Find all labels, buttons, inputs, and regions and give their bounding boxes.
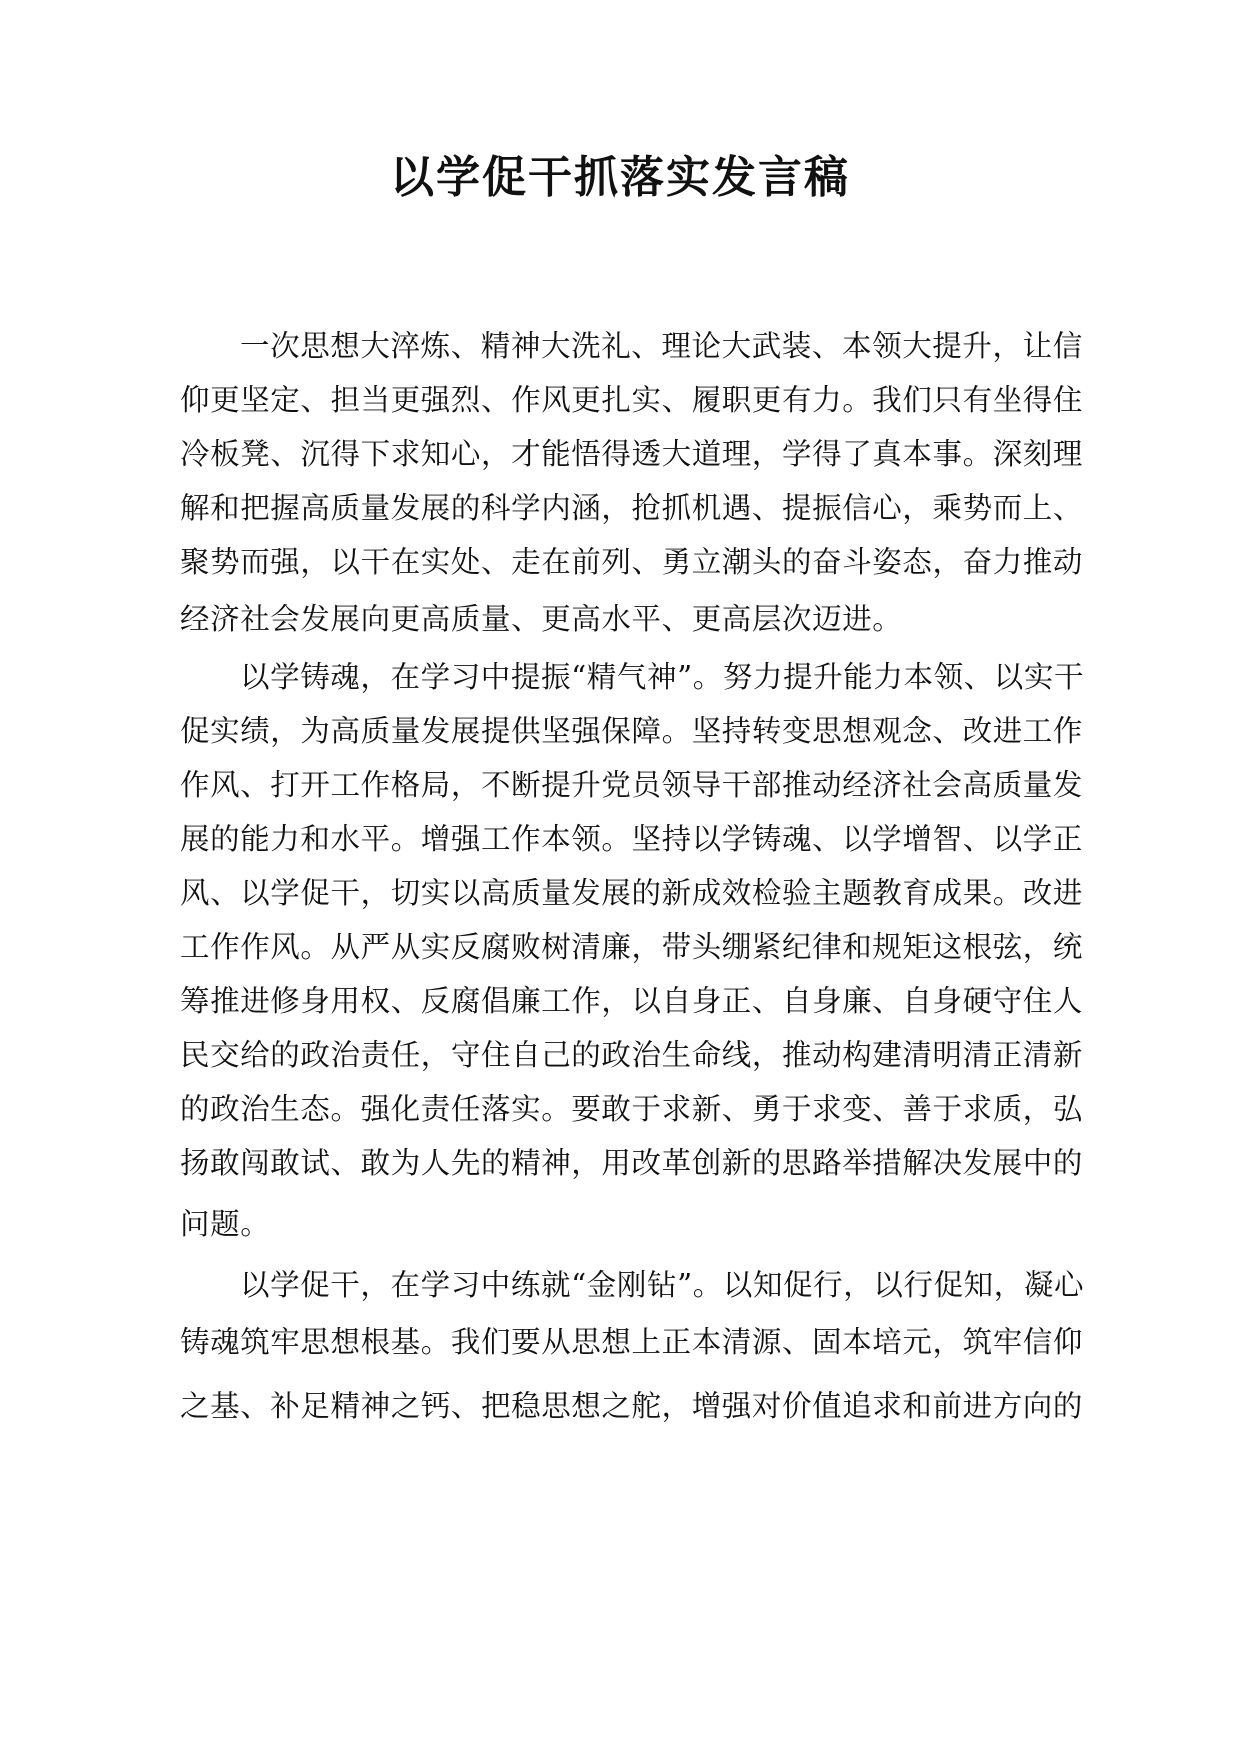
paragraph-2-line-2: 促实绩，为高质量发展提供坚强保障。坚持转变思想观念、改进工作 bbox=[180, 714, 1084, 748]
paragraph-1-line-5: 聚势而强，以干在实处、走在前列、勇立潮头的奋斗姿态，奋力推动 bbox=[180, 545, 1084, 579]
paragraph-3-line-1: 以学促干，在学习中练就“金刚钻”。以知促行，以行促知，凝心 bbox=[240, 1268, 1085, 1302]
paragraph-1-line-2: 仰更坚定、担当更强烈、作风更扎实、履职更有力。我们只有坐得住 bbox=[180, 383, 1084, 417]
paragraph-2-line-5: 风、以学促干，切实以高质量发展的新成效检验主题教育成果。改进 bbox=[180, 876, 1084, 910]
paragraph-1-line-3: 冷板凳、沉得下求知心，才能悟得透大道理，学得了真本事。深刻理 bbox=[180, 437, 1084, 471]
paragraph-2-line-8: 民交给的政治责任，守住自己的政治生命线，推动构建清明清正清新 bbox=[180, 1038, 1084, 1072]
paragraph-2-line-1: 以学铸魂，在学习中提振“精气神”。努力提升能力本领、以实干 bbox=[240, 660, 1085, 694]
paragraph-2-line-11: 问题。 bbox=[180, 1207, 271, 1241]
paragraph-2-line-6: 工作作风。从严从实反腐败树清廉，带头绷紧纪律和规矩这根弦，统 bbox=[180, 930, 1084, 964]
paragraph-2-line-4: 展的能力和水平。增强工作本领。坚持以学铸魂、以学增智、以学正 bbox=[180, 822, 1084, 856]
paragraph-3-line-3: 之基、补足精神之钙、把稳思想之舵，增强对价值追求和前进方向的 bbox=[180, 1389, 1084, 1423]
paragraph-2-line-10: 扬敢闯敢试、敢为人先的精神，用改革创新的思路举措解决发展中的 bbox=[180, 1146, 1084, 1180]
paragraph-2-line-3: 作风、打开工作格局，不断提升党员领导干部推动经济社会高质量发 bbox=[180, 768, 1084, 802]
paragraph-1-line-4: 解和把握高质量发展的科学内涵，抢抓机遇、提振信心，乘势而上、 bbox=[180, 491, 1084, 525]
paragraph-2-line-7: 筹推进修身用权、反腐倡廉工作，以自身正、自身廉、自身硬守住人 bbox=[180, 984, 1084, 1018]
paragraph-1-line-6: 经济社会发展向更高质量、更高水平、更高层次迈进。 bbox=[180, 602, 903, 636]
paragraph-2-line-9: 的政治生态。强化责任落实。要敢于求新、勇于求变、善于求质，弘 bbox=[180, 1092, 1084, 1126]
paragraph-1-line-1: 一次思想大淬炼、精神大洗礼、理论大武装、本领大提升，让信 bbox=[240, 329, 1083, 363]
paragraph-3-line-2: 铸魂筑牢思想根基。我们要从思想上正本清源、固本培元，筑牢信仰 bbox=[180, 1325, 1084, 1359]
document-title: 以学促干抓落实发言稿 bbox=[390, 152, 850, 203]
